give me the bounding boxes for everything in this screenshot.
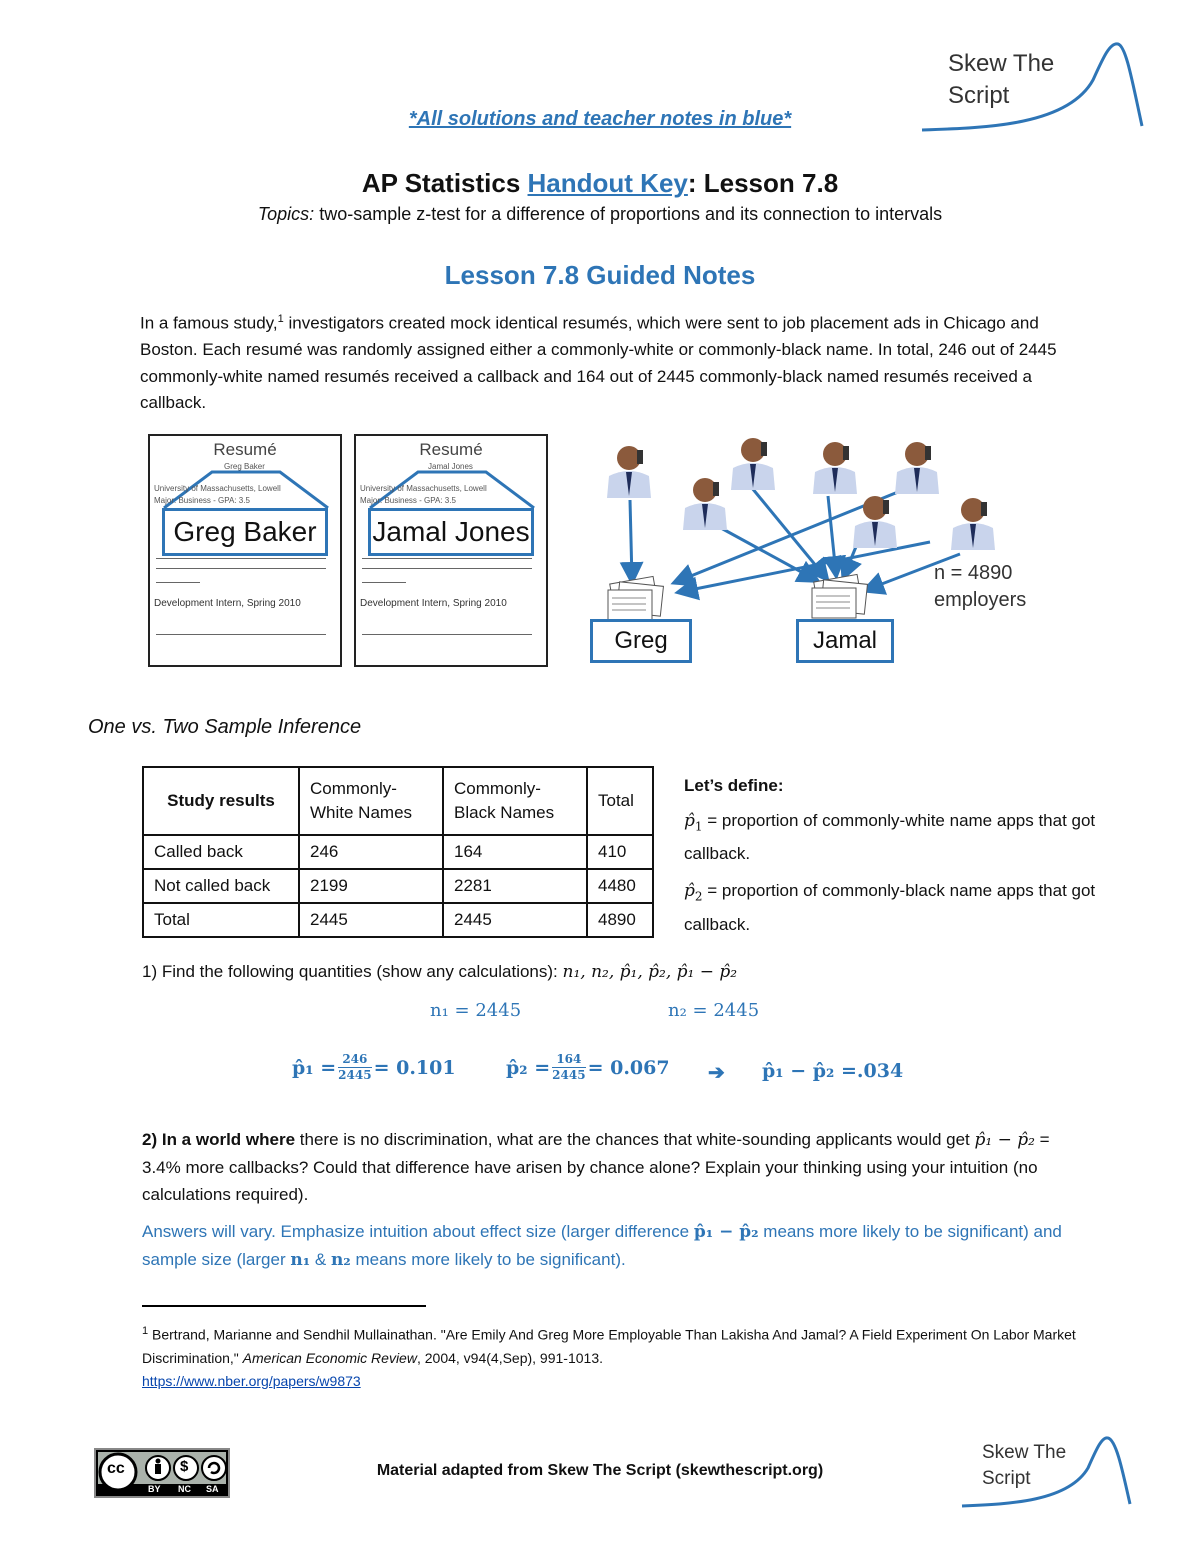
table-cell: 2445 — [299, 903, 443, 937]
resume-rule — [362, 634, 532, 635]
employer-count-line1: n = 4890 — [934, 562, 1013, 584]
resume-intern: Development Intern, Spring 2010 — [154, 598, 301, 609]
table-row — [143, 903, 653, 937]
footnote-link[interactable]: https://www.nber.org/papers/w9873 — [142, 1372, 361, 1389]
table-cell: Called back — [143, 835, 299, 869]
definitions — [684, 772, 1124, 938]
table-header-cell: Commonly- Black Names — [443, 767, 587, 835]
resume-name-box: Jamal Jones — [368, 508, 534, 556]
resume-pile-icon — [812, 574, 867, 618]
resume-heading: Resumé — [213, 440, 277, 459]
footnote-text-a: Bertrand, Marianne and Sendhil Mullainathan. "Are Emily And Greg More Employable Than Lakisha And Jamal? A Field Experiment On Labor Market Discrimination," — [142, 1326, 1076, 1366]
footnote — [142, 1320, 1082, 1393]
answer-2-math-diff: p̂₁ − p̂₂ — [693, 1222, 759, 1242]
employer-person-icon — [731, 438, 775, 490]
employer-count-line2: employers — [934, 589, 1027, 611]
pile-label-jamal: Jamal — [796, 619, 894, 663]
logo-bottom — [958, 1434, 1138, 1510]
table-header-row — [143, 767, 653, 835]
answer-2-text-d: means more likely to be significant). — [350, 1250, 626, 1269]
footnote-text-b: , 2004, v94(4,Sep), 991-1013. — [416, 1349, 603, 1366]
section-heading: One vs. Two Sample Inference — [88, 716, 362, 738]
table-header-cell: Total — [587, 767, 653, 835]
table-header-cell: Commonly- White Names — [299, 767, 443, 835]
table-cell: Not called back — [143, 869, 299, 903]
footnote-separator — [142, 1305, 426, 1307]
answer-p1-denominator: 2445 — [338, 1068, 372, 1082]
logo-text-line1: Skew The — [982, 1442, 1067, 1463]
cc-label-by: BY — [148, 1484, 161, 1494]
question-1-quantities: n₁, n₂, p̂₁, p̂₂, p̂₁ − p̂₂ — [562, 962, 738, 982]
table-cell: 164 — [443, 835, 587, 869]
logo-text-line1: Skew The — [948, 50, 1055, 77]
resume-subname: Jamal Jones — [428, 462, 473, 471]
table-cell: 2199 — [299, 869, 443, 903]
answer-difference: p̂₁ − p̂₂ =.034 — [762, 1060, 904, 1082]
cc-label-sa: SA — [206, 1484, 219, 1494]
resume-card-greg — [148, 434, 342, 667]
employer-person-icon — [951, 498, 995, 550]
resume-rule — [156, 582, 200, 583]
page-title — [0, 168, 1200, 199]
answer-p1-fraction — [338, 1052, 371, 1083]
topics-line — [0, 204, 1200, 225]
resume-major: Major: Business - GPA: 3.5 — [360, 496, 456, 505]
resume-rule — [156, 568, 326, 569]
p1-subscript: 1 — [694, 819, 703, 834]
cc-text: cc — [107, 1460, 125, 1477]
cc-label-nc: NC — [178, 1484, 191, 1494]
handout-key-link[interactable]: Handout Key — [527, 168, 688, 198]
table-header-cell: Study results — [143, 767, 299, 835]
answer-2-math-n2: n₂ — [330, 1250, 351, 1270]
table-cell: 410 — [587, 835, 653, 869]
answer-p2-lhs: p̂₂ = — [506, 1056, 551, 1079]
title-part1: AP Statistics — [361, 168, 528, 198]
resume-school: University of Massachusetts, Lowell — [154, 484, 281, 493]
arrows — [630, 488, 960, 592]
employer-person-icon — [607, 446, 651, 498]
question-2 — [142, 1126, 1082, 1208]
answer-2-text-c: & — [310, 1250, 331, 1269]
footnote-mark: 1 — [142, 1325, 149, 1337]
resume-card-jamal — [354, 434, 548, 667]
resume-rule — [362, 558, 532, 559]
table-cell: 2281 — [443, 869, 587, 903]
p2-subscript: 2 — [694, 889, 703, 904]
arrow-icon: ➔ — [708, 1060, 725, 1084]
footnote-journal: American Economic Review — [242, 1349, 417, 1366]
table-cell: 2445 — [443, 903, 587, 937]
employer-person-icon — [683, 478, 727, 530]
table-cell: 246 — [299, 835, 443, 869]
table-cell: 4480 — [587, 869, 653, 903]
answer-2-text-a: Answers will vary. Emphasize intuition about effect size (larger difference — [142, 1222, 694, 1241]
p1-definition: = proportion of commonly-white name apps that got callback. — [684, 811, 1096, 864]
logo-text-line2: Script — [948, 82, 1010, 109]
definition-p1 — [684, 807, 1124, 867]
topics-label: Topics: — [257, 204, 315, 224]
answer-p2-denominator: 2445 — [552, 1068, 586, 1082]
table-row — [143, 835, 653, 869]
answer-p1 — [292, 1052, 456, 1083]
answer-2-text-b: means more likely to be significant) and sample size (larger — [142, 1222, 1062, 1269]
resume-intern: Development Intern, Spring 2010 — [360, 598, 507, 609]
logo-text-line2: Script — [982, 1468, 1031, 1489]
table-cell: 4890 — [587, 903, 653, 937]
cc-dollar-icon: $ — [180, 1458, 189, 1475]
resume-school: University of Massachusetts, Lowell — [360, 484, 487, 493]
employer-person-icon — [853, 496, 897, 548]
intro-text-b: investigators created mock identical resumés, which were sent to job placement ads in Chicago and Boston. Each resumé was randomly assigned either a commonly-white or commonly-black name. In total, 246 out of 2445 commonly-white named resumés received a callback and 164 out of 2445 commonly-black named resumés received a callback. — [140, 313, 1057, 413]
title-part2: : Lesson 7.8 — [687, 168, 839, 198]
question-2-text-a: there is no discrimination, what are the chances that white-sounding applicants would get — [295, 1130, 975, 1149]
answer-p1-numerator: 246 — [338, 1052, 371, 1068]
question-1-text: 1) Find the following quantities (show any calculations): — [142, 962, 563, 981]
table-row — [143, 869, 653, 903]
question-2-number: 2) — [142, 1130, 162, 1149]
answer-p2 — [506, 1052, 670, 1083]
footer-credit: Material adapted from Skew The Script (skewthescript.org) — [376, 1462, 824, 1479]
pile-label-greg: Greg — [590, 619, 692, 663]
resume-pile-icon — [608, 576, 663, 620]
table-cell: Total — [143, 903, 299, 937]
question-2-math: p̂₁ − p̂₂ — [974, 1130, 1035, 1150]
resume-heading: Resumé — [419, 440, 483, 459]
resume-rule — [362, 568, 532, 569]
question-2-text-b: = 3.4% more callbacks? Could that difference have arisen by chance alone? Explain your thinking using your intuition (no calculations required). — [142, 1130, 1050, 1204]
employer-person-icon — [813, 442, 857, 494]
footnote-ref[interactable]: 1 — [277, 313, 284, 325]
resume-name-box: Greg Baker — [162, 508, 328, 556]
p2-definition: = proportion of commonly-black name apps that got callback. — [684, 881, 1096, 934]
solutions-banner: *All solutions and teacher notes in blue* — [408, 108, 792, 130]
resume-subname: Greg Baker — [224, 462, 265, 471]
definitions-heading: Let’s define: — [684, 776, 784, 795]
question-1 — [142, 962, 737, 982]
p1-symbol: p̂ — [684, 811, 695, 831]
intro-paragraph — [140, 306, 1080, 417]
answer-n1: n₁ = 2445 — [430, 1000, 522, 1021]
resume-major: Major: Business - GPA: 3.5 — [154, 496, 250, 505]
answer-n2: n₂ = 2445 — [668, 1000, 760, 1021]
answer-p2-fraction — [552, 1052, 585, 1083]
answer-2-math-n1: n₁ — [290, 1250, 311, 1270]
guided-notes-title: Lesson 7.8 Guided Notes — [444, 260, 756, 290]
resume-rule — [156, 558, 326, 559]
employer-person-icon — [895, 442, 939, 494]
question-2-bold: In a world where — [161, 1130, 296, 1149]
resume-rule — [156, 634, 326, 635]
intro-text-a: In a famous study, — [140, 313, 278, 333]
answer-p2-value: = 0.067 — [587, 1056, 670, 1079]
answer-p2-numerator: 164 — [552, 1052, 585, 1068]
resume-rule — [362, 582, 406, 583]
answer-p1-lhs: p̂₁ = — [292, 1056, 337, 1079]
employer-count — [934, 560, 1026, 614]
topics-text: two-sample z-test for a difference of proportions and its connection to intervals — [314, 204, 943, 224]
definition-p2 — [684, 877, 1124, 937]
answer-2 — [142, 1218, 1082, 1274]
answer-p1-value: = 0.101 — [373, 1056, 456, 1079]
p2-symbol: p̂ — [684, 881, 695, 902]
study-results-table — [142, 766, 654, 938]
